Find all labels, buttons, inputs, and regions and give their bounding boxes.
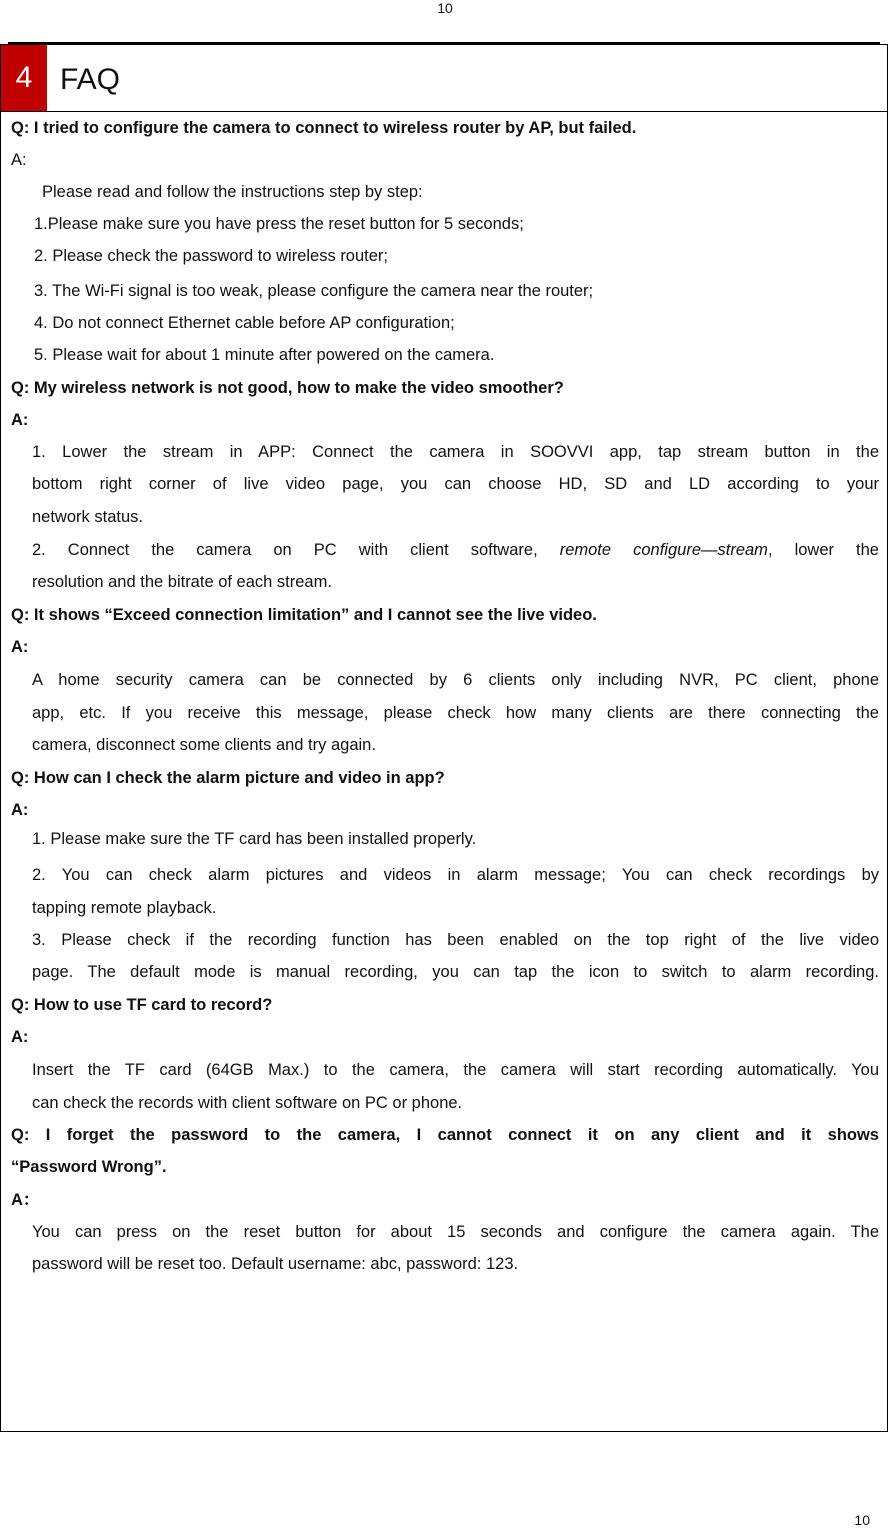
faq-answer-label: A： xyxy=(11,1191,40,1209)
page-number-top: 10 xyxy=(437,0,453,16)
faq-question: Q: I forget the password to the camera, I cannot connect it on any client and it shows xyxy=(11,1126,879,1144)
faq-answer-text: 2. You can check alarm pictures and videos in alarm message; You can check recordings by xyxy=(32,866,879,884)
faq-answer-text: Please read and follow the instructions step by step: xyxy=(42,183,423,201)
faq-answer-label: A: xyxy=(11,1028,29,1046)
faq-answer-text: camera, disconnect some clients and try again. xyxy=(32,736,376,754)
faq-step: 2. Please check the password to wireless router; xyxy=(34,247,389,265)
faq-answer-text: page. The default mode is manual recording, you can tap the icon to switch to alarm recording. xyxy=(32,963,879,981)
faq-answer-text: 1. Lower the stream in APP: Connect the camera in SOOVVI app, tap stream button in the xyxy=(32,443,879,461)
faq-answer-label: A: xyxy=(11,801,29,819)
faq-answer-label: A: xyxy=(11,638,29,656)
faq-answer-text: resolution and the bitrate of each stream. xyxy=(32,573,332,591)
faq-answer-text: can check the records with client software on PC or phone. xyxy=(32,1094,463,1112)
faq-step: 3. The Wi-Fi signal is too weak, please configure the camera near the router; xyxy=(34,282,594,300)
section-title: FAQ xyxy=(60,63,121,96)
page-number-bottom: 10 xyxy=(854,1512,870,1528)
faq-answer-text xyxy=(32,540,879,560)
faq-answer-text: Insert the TF card (64GB Max.) to the camera, the camera will start recording automatically. You xyxy=(32,1061,879,1079)
faq-question: Q: It shows “Exceed connection limitation” and I cannot see the live video. xyxy=(11,606,597,624)
faq-step: 5. Please wait for about 1 minute after powered on the camera. xyxy=(34,346,495,364)
faq-answer-text: 1. Please make sure the TF card has been installed properly. xyxy=(32,830,477,848)
faq-answer-text: 3. Please check if the recording function has been enabled on the top right of the live video xyxy=(32,931,879,949)
faq-question: Q: I tried to configure the camera to connect to wireless router by AP, but failed. xyxy=(11,119,637,137)
section-number: 4 xyxy=(1,45,47,111)
faq-answer-text-part: 2. Connect the camera on PC with client software, xyxy=(32,541,538,559)
faq-question: Q: How can I check the alarm picture and video in app? xyxy=(11,769,445,787)
faq-answer-text: password will be reset too. Default username: abc, password: 123. xyxy=(32,1255,519,1273)
faq-answer-text: network status. xyxy=(32,508,143,526)
faq-answer-italic: remote configure—stream xyxy=(559,541,768,559)
faq-step: 4. Do not connect Ethernet cable before AP configuration; xyxy=(34,314,455,332)
faq-answer-text: bottom right corner of live video page, you can choose HD, SD and LD according to your xyxy=(32,475,879,493)
faq-answer-text-part: , lower the xyxy=(767,541,879,559)
faq-question: Q: My wireless network is not good, how to make the video smoother? xyxy=(11,379,564,397)
faq-step: 1.Please make sure you have press the reset button for 5 seconds; xyxy=(34,215,524,233)
faq-answer-text: A home security camera can be connected by 6 clients only including NVR, PC client, phone xyxy=(32,671,879,689)
faq-question: Q: How to use TF card to record? xyxy=(11,996,273,1014)
section-header xyxy=(1,45,887,112)
faq-answer-text: You can press on the reset button for about 15 seconds and configure the camera again. The xyxy=(32,1223,879,1241)
faq-answer-text: tapping remote playback. xyxy=(32,899,217,917)
faq-answer-label: A: xyxy=(11,151,27,169)
faq-answer-text: app, etc. If you receive this message, please check how many clients are there connecting the xyxy=(32,704,879,722)
faq-answer-label: A: xyxy=(11,411,29,429)
faq-question: “Password Wrong”. xyxy=(11,1158,167,1176)
